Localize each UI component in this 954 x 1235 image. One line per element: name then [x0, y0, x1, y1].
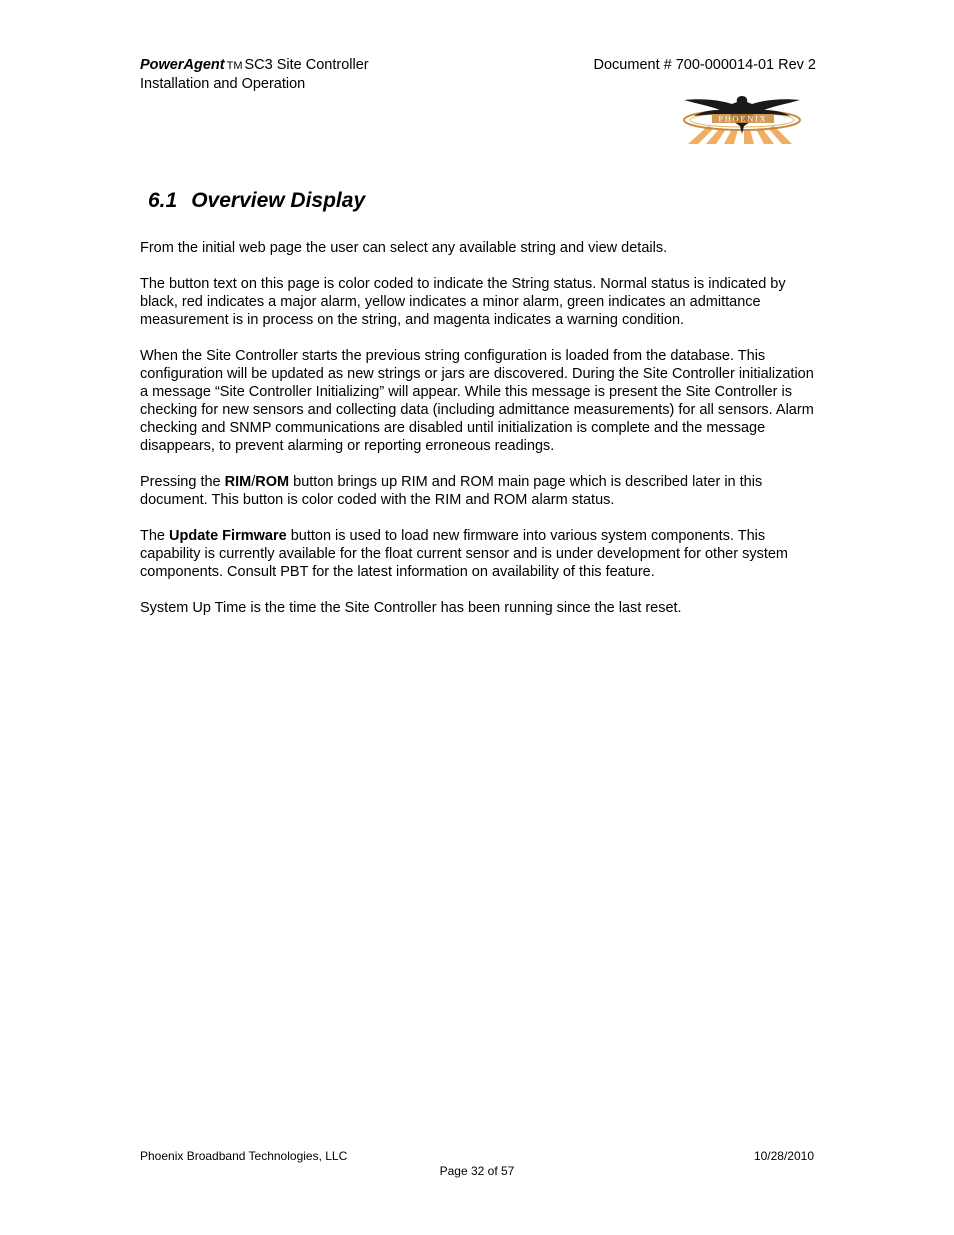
logo-wordmark: PHOENIX	[718, 114, 768, 124]
section-heading	[148, 189, 365, 213]
document-number: Document # 700-000014-01 Rev 2	[593, 57, 816, 73]
text-run: /	[251, 474, 256, 490]
product-name: PowerAgent	[140, 57, 225, 73]
document-subtitle: Installation and Operation	[140, 76, 306, 92]
footer-date: 10/28/2010	[753, 1149, 814, 1163]
paragraph-color-coding: The button text on this page is color coded to indicate the String status. Normal status is indicated by black, red indicates a major alarm, yellow indicates a minor alarm, green indicates an admittance measurement is in process on the string, and magenta indicates a warning condition.	[140, 276, 786, 328]
paragraph-up-time: System Up Time is the time the Site Controller has been running since the last reset.	[140, 600, 682, 616]
text-run: The	[140, 528, 170, 544]
product-line	[140, 56, 369, 75]
text-run: button brings up RIM and ROM main page which is described later in this document. This button is color coded with the RIM and ROM alarm status.	[140, 474, 763, 508]
footer-company: Phoenix Broadband Technologies, LLC	[140, 1149, 348, 1163]
body-text	[140, 239, 820, 635]
update-firmware-term: Update Firmware	[169, 528, 287, 544]
paragraph-update-firmware	[140, 527, 820, 581]
section-number: 6.1	[148, 189, 178, 212]
page-number: Page 32 of 57	[439, 1164, 515, 1178]
section-title: Overview Display	[191, 189, 366, 212]
text-run: button is used to load new firmware into various system components. This capability is currently available for the float current sensor and is under development for other system components. Consult PBT for the latest information on availability of this feature.	[140, 528, 788, 580]
paragraph-rim-rom	[140, 473, 820, 509]
rom-term: ROM	[255, 474, 290, 490]
document-header-left	[140, 56, 369, 93]
product-model: SC3 Site Controller	[244, 57, 369, 73]
rim-term: RIM	[224, 474, 252, 490]
paragraph-intro: From the initial web page the user can select any available string and view details.	[140, 240, 668, 256]
phoenix-logo	[680, 92, 804, 144]
trademark-symbol: TM	[226, 60, 243, 72]
text-run: Pressing the	[140, 474, 225, 490]
paragraph-initialization: When the Site Controller starts the previous string configuration is loaded from the database. This configuration will be updated as new strings or jars are discovered. During the Site Controller initialization a message “Site Controller Initializing” will appear. While this message is present the Site Controller is checking for new sensors and collecting data (including admittance measurements) for all sensors. Alarm checking and SNMP communications are disabled until initialization is complete and the message disappears, to prevent alarming or reporting erroneous readings.	[140, 348, 814, 454]
